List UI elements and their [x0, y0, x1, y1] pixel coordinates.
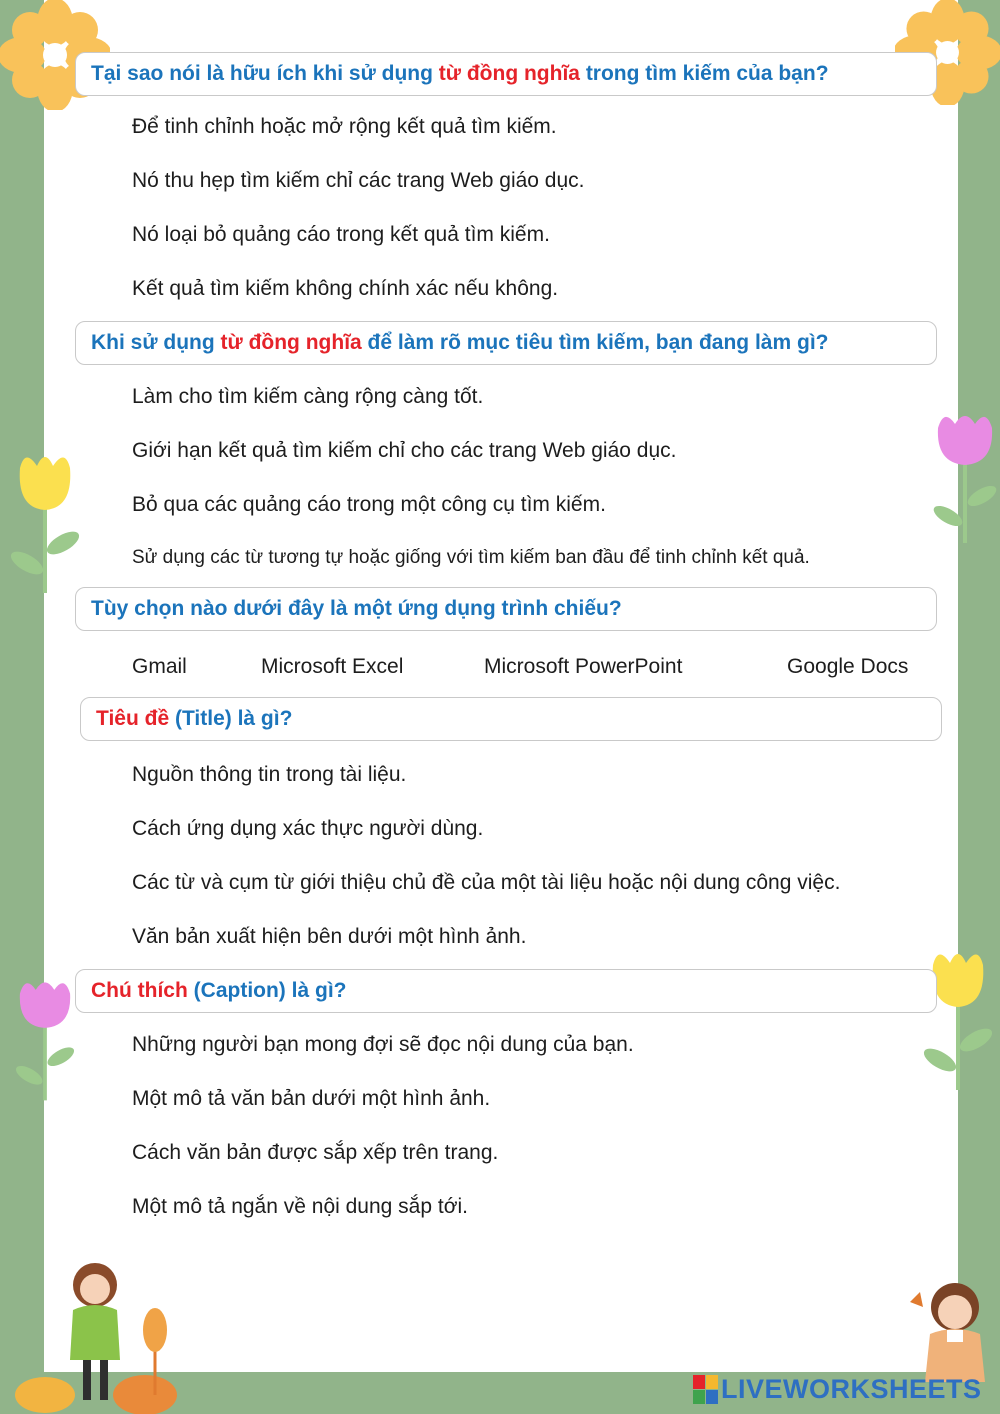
question-text: (Title) là gì?: [169, 707, 293, 730]
live-badge-icon: [693, 1375, 719, 1405]
boy-illustration: [895, 1272, 1000, 1382]
yellow-tulip-icon: [918, 945, 998, 1095]
question-1-box: [75, 52, 937, 96]
pink-tulip-icon: [10, 975, 80, 1105]
answer-option[interactable]: Kết quả tìm kiếm không chính xác nếu không.: [132, 277, 559, 300]
answer-option[interactable]: Làm cho tìm kiếm càng rộng càng tốt.: [132, 385, 484, 408]
answer-option[interactable]: Gmail: [132, 655, 187, 678]
liveworksheets-logo: [693, 1374, 982, 1405]
answer-option[interactable]: Google Docs: [787, 655, 909, 678]
yellow-tulip-icon: [5, 448, 85, 598]
answer-option[interactable]: Một mô tả văn bản dưới một hình ảnh.: [132, 1087, 491, 1110]
question-text: Tại sao nói là hữu ích khi sử dụng: [91, 62, 439, 85]
question-keyword: Chú thích: [91, 979, 188, 1002]
answer-option[interactable]: Cách ứng dụng xác thực người dùng.: [132, 817, 484, 840]
question-2-box: [75, 321, 937, 365]
pink-tulip-icon: [930, 408, 1000, 548]
answer-option[interactable]: Văn bản xuất hiện bên dưới một hình ảnh.: [132, 925, 527, 948]
question-4-box: [80, 697, 942, 741]
logo-text: LIVEWORKSHEETS: [721, 1374, 982, 1404]
answer-option[interactable]: Một mô tả ngắn về nội dung sắp tới.: [132, 1195, 468, 1218]
answer-option[interactable]: Nó thu hẹp tìm kiếm chỉ các trang Web giáo dục.: [132, 169, 585, 192]
question-keyword: từ đồng nghĩa: [438, 62, 580, 85]
answer-option[interactable]: Bỏ qua các quảng cáo trong một công cụ tìm kiếm.: [132, 493, 606, 516]
question-text: để làm rõ mục tiêu tìm kiếm, bạn đang làm gì?: [361, 331, 829, 354]
question-text: Khi sử dụng: [91, 331, 221, 354]
question-keyword: từ đồng nghĩa: [220, 331, 362, 354]
answer-option[interactable]: Nguồn thông tin trong tài liệu.: [132, 763, 407, 786]
question-5-box: [75, 969, 937, 1013]
question-text: Tùy chọn nào dưới đây là một ứng dụng trình chiếu?: [91, 597, 622, 620]
question-text: trong tìm kiếm của bạn?: [579, 62, 829, 85]
answer-option[interactable]: Các từ và cụm từ giới thiệu chủ đề của một tài liệu hoặc nội dung công việc.: [132, 871, 841, 894]
girl-illustration: [5, 1255, 180, 1414]
answer-option[interactable]: Những người bạn mong đợi sẽ đọc nội dung của bạn.: [132, 1033, 634, 1056]
question-3-box: [75, 587, 937, 631]
answer-option[interactable]: Nó loại bỏ quảng cáo trong kết quả tìm kiếm.: [132, 223, 550, 246]
answer-option[interactable]: Giới hạn kết quả tìm kiếm chỉ cho các trang Web giáo dục.: [132, 439, 677, 462]
answer-option[interactable]: Cách văn bản được sắp xếp trên trang.: [132, 1141, 499, 1164]
worksheet-page: [44, 0, 958, 1372]
question-text: (Caption) là gì?: [187, 979, 347, 1002]
answer-option[interactable]: Để tinh chỉnh hoặc mở rộng kết quả tìm kiếm.: [132, 115, 557, 138]
question-keyword: Tiêu đề: [96, 707, 170, 730]
answer-option[interactable]: Sử dụng các từ tương tự hoặc giống với tìm kiếm ban đầu để tinh chỉnh kết quả.: [132, 547, 810, 568]
answer-option[interactable]: Microsoft PowerPoint: [484, 655, 683, 678]
answer-option[interactable]: Microsoft Excel: [261, 655, 404, 678]
